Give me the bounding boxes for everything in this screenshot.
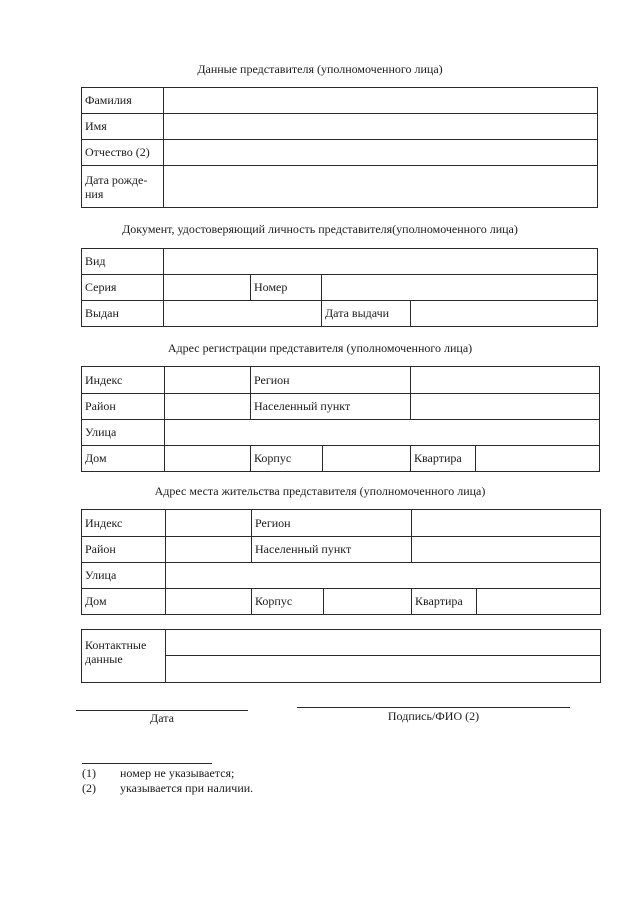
res-building-field[interactable]: [324, 589, 412, 615]
res-house-field[interactable]: [166, 589, 252, 615]
residence-address-table: [81, 509, 601, 615]
doc-type-field[interactable]: [164, 249, 598, 275]
birthdate-field[interactable]: [164, 166, 598, 208]
contacts-field-2[interactable]: [166, 656, 601, 683]
footnote-divider: [82, 763, 212, 764]
label-res-house: Дом: [82, 589, 166, 615]
footnote-2-number: (2): [82, 781, 96, 795]
label-res-district: Район: [82, 537, 166, 563]
reg-apartment-field[interactable]: [476, 446, 600, 472]
footnote-2: [82, 781, 253, 796]
label-reg-house: Дом: [82, 446, 165, 472]
label-reg-building: Корпус: [251, 446, 323, 472]
reg-locality-field[interactable]: [411, 394, 600, 420]
signature-line[interactable]: [297, 707, 570, 708]
label-doc-type: Вид: [82, 249, 164, 275]
surname-field[interactable]: [164, 88, 598, 114]
label-reg-apartment: Квартира: [411, 446, 476, 472]
section4-title: Адрес места жительства представителя (уполномоченного лица): [154, 484, 486, 498]
reg-region-field[interactable]: [411, 367, 600, 394]
reg-index-field[interactable]: [165, 367, 251, 394]
res-apartment-field[interactable]: [477, 589, 601, 615]
label-res-index: Индекс: [82, 510, 166, 537]
date-label: Дата: [150, 711, 174, 725]
label-reg-street: Улица: [82, 420, 165, 446]
label-reg-district: Район: [82, 394, 165, 420]
label-res-street: Улица: [82, 563, 166, 589]
representative-data-table: [81, 87, 598, 208]
label-patronymic: Отчество (2): [82, 140, 164, 166]
label-contacts: Контактные данные: [82, 630, 166, 683]
res-district-field[interactable]: [166, 537, 252, 563]
name-field[interactable]: [164, 114, 598, 140]
reg-district-field[interactable]: [165, 394, 251, 420]
label-res-apartment: Квартира: [412, 589, 477, 615]
section3-title: Адрес регистрации представителя (уполномоченного лица): [167, 341, 473, 355]
res-street-field[interactable]: [166, 563, 601, 589]
label-res-locality: Населенный пункт: [252, 537, 412, 563]
label-surname: Фамилия: [82, 88, 164, 114]
label-res-region: Регион: [252, 510, 412, 537]
label-res-building: Корпус: [252, 589, 324, 615]
contacts-field-1[interactable]: [166, 630, 601, 656]
label-birthdate: Дата рожде-ния: [82, 166, 164, 208]
footnote-2-text: указывается при наличии.: [120, 781, 254, 795]
res-index-field[interactable]: [166, 510, 252, 537]
patronymic-field[interactable]: [164, 140, 598, 166]
footnote-1: [82, 766, 234, 781]
label-reg-index: Индекс: [82, 367, 165, 394]
footnote-1-text: номер не указывается;: [120, 766, 235, 780]
identity-document-table: [81, 248, 598, 327]
label-number: Номер: [251, 275, 322, 301]
reg-building-field[interactable]: [323, 446, 411, 472]
label-reg-region: Регион: [251, 367, 411, 394]
issue-date-field[interactable]: [411, 301, 598, 327]
registration-address-table: [81, 366, 600, 472]
signature-label: Подпись/ФИО (2): [387, 709, 480, 723]
footnote-1-number: (1): [82, 766, 96, 780]
res-locality-field[interactable]: [412, 537, 601, 563]
series-field[interactable]: [164, 275, 251, 301]
res-region-field[interactable]: [412, 510, 601, 537]
reg-street-field[interactable]: [165, 420, 600, 446]
label-series: Серия: [82, 275, 164, 301]
label-issued-by: Выдан: [82, 301, 164, 327]
label-issue-date: Дата выдачи: [322, 301, 411, 327]
section2-title: Документ, удостоверяющий личность представителя(уполномоченного лица): [122, 222, 518, 236]
label-reg-locality: Населенный пункт: [251, 394, 411, 420]
section1-title: Данные представителя (уполномоченного лица): [197, 62, 443, 76]
issued-by-field[interactable]: [164, 301, 322, 327]
contacts-table: [81, 629, 601, 683]
reg-house-field[interactable]: [165, 446, 251, 472]
number-field[interactable]: [322, 275, 598, 301]
label-name: Имя: [82, 114, 164, 140]
